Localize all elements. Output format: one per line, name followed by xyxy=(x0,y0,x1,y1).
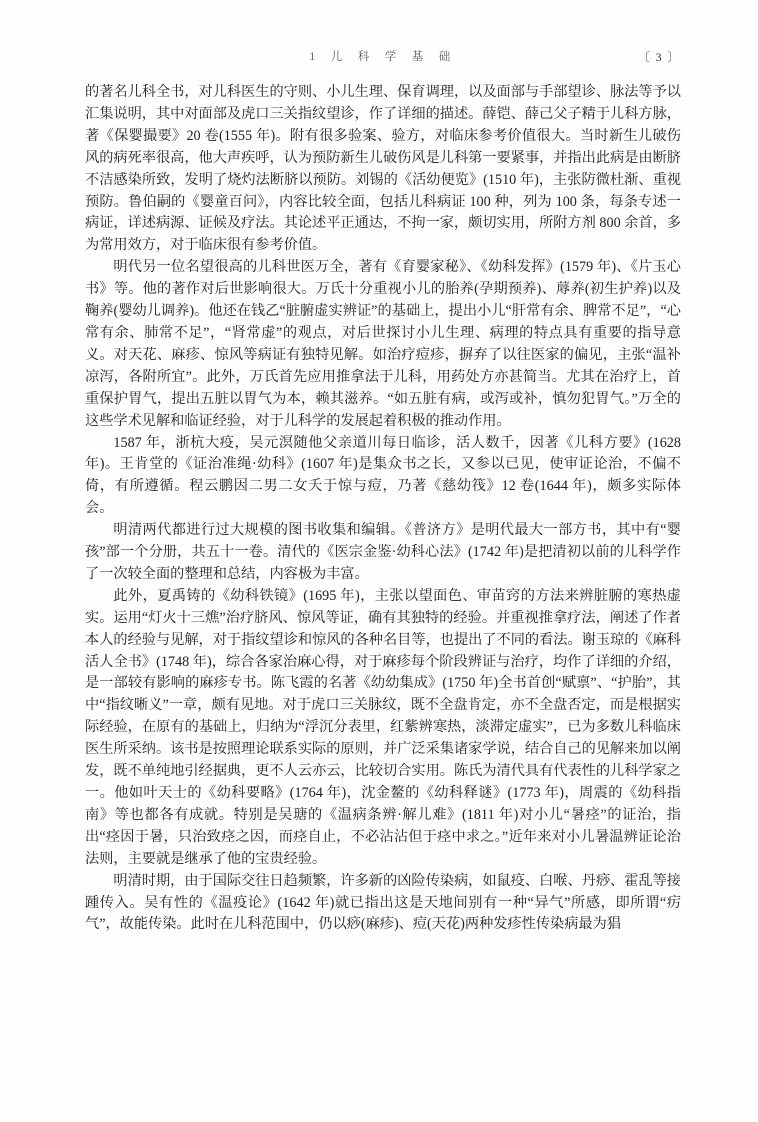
body-paragraph: 明代另一位名望很高的儿科世医万全，著有《育婴家秘》、《幼科发挥》(1579 年)、《片玉心书》等。他的著作对后世影响很大。万氏十分重视小儿的胎养(孕期预养)、蓐养(初生护养)以及鞠养(婴幼儿调养)。他还在钱乙“脏腑虚实辨证”的基础上，提出小儿“肝常有余、脾常不足”，“心常有余、肺常不足”，“肾常虚”的观点，对后世探讨小儿生理、病理的特点具有重要的指导意义。对天花、麻疹、惊风等病证有独特见解。如治疗痘疹，摒弃了以往医家的偏见，主张“温补凉泻，各附所宜”。此外，万氏首先应用推拿法于儿科，用药处方亦甚简当。尤其在治疗上，首重保护胃气，提出五脏以胃气为本，赖其滋养。“如五脏有病，或泻或补，慎勿犯胃气。”万全的这些学术见解和临证经验，对于儿科学的发展起着积极的推动作用。 xyxy=(85,259,681,429)
body-paragraph: 的著名儿科全书，对儿科医生的守则、小儿生理、保育调理，以及面部与手部望诊、脉法等予以汇集说明，其中对面部及虎口三关指纹望诊，作了详细的描述。薛铠、薛己父子精于儿科方脉，著《保婴撮要》20 卷(1555 年)。附有很多验案、验方，对临床参考价值很大。当时新生儿破伤风的病死率很高，他大声疾呼，认为预防新生儿破伤风是儿科第一要紧事，并指出此病是由断脐不洁感染所致，发明了烧灼法断脐以预防。刘锡的《活幼便览》(1510 年)，主张防微杜渐、重视预防。鲁伯嗣的《婴童百问》，内容比较全面，包括儿科病证 100 种，列为 100 条，每条专述一病证，详述病源、证候及疗法。其论述平正通达，不拘一家，颇切实用，所附方剂 800 余首，多为常用效方，对于临床很有参考价值。 xyxy=(85,84,681,254)
chapter-title: 1 儿 科 学 基 础 xyxy=(309,51,457,63)
running-header xyxy=(85,48,681,64)
body-paragraph: 明清时期，由于国际交往日趋频繁，许多新的凶险传染病，如鼠疫、白喉、丹痧、霍乱等接踵传入。吴有性的《温疫论》(1642 年)就已指出这是天地间别有一种“异气”所感，即所谓“疠气”，故能传染。此时在儿科范围中，仍以痧(麻疹)、痘(天花)两种发疹性传染病最为猖 xyxy=(85,872,681,933)
body-paragraph: 此外，夏禹铸的《幼科铁镜》(1695 年)，主张以望面色、审苗窍的方法来辨脏腑的寒热虚实。运用“灯火十三燋”治疗脐风、惊风等证，确有其独特的经验。并重视推拿疗法，阐述了作者本人的经验与见解，对于指纹望诊和惊风的各种名目等，也提出了不同的看法。谢玉琼的《麻科活人全书》(1748 年)，综合各家治麻心得，对于麻疹每个阶段辨证与治疗，均作了详细的介绍，是一部较有影响的麻疹专书。陈飞霞的名著《幼幼集成》(1750 年)全书首创“赋禀”、“护胎”，其中“指纹晰义”一章，颇有见地。对于虎口三关脉纹，既不全盘肯定，亦不全盘否定，而是根据实际经验，在原有的基础上，归纳为“浮沉分表里，红紫辨寒热，淡滞定虚实”，已为多数儿科临床医生所采纳。该书是按照理论联系实际的原则，并广泛采集诸家学说，结合自己的见解来加以阐发，既不单纯地引经据典，更不人云亦云，比较切合实用。陈氏为清代具有代表性的儿科学家之一。他如叶天士的《幼科要略》(1764 年)，沈金鳌的《幼科释谜》(1773 年)，周震的《幼科指南》等也都各有成就。特别是吴瑭的《温病条辨·解儿难》(1811 年)对小儿“暑痉”的证治，指出“痉因于暑，只治致痉之因，而痉自止，不必沾沾但于痉中求之。”近年来对小儿暑温辨证论治法则，主要就是继承了他的宝贵经验。 xyxy=(85,587,681,867)
body-paragraph: 1587 年，浙杭大疫，吴元溟随他父亲道川每日临诊，活人数千，因著《儿科方要》(1628 年)。王肯堂的《证治准绳·幼科》(1607 年)是集众书之长，又参以已见，使审证论治，不偏不倚，有所遵循。程云鹏因二男二女夭于惊与痘，乃著《慈幼筏》12 卷(1644 年)，颇多实际体会。 xyxy=(85,434,681,517)
body-text xyxy=(85,82,681,936)
page-number: 〔 3 〕 xyxy=(637,50,681,64)
body-paragraph: 明清两代都进行过大规模的图书收集和编辑。《普济方》是明代最大一部方书，其中有“婴孩”部一个分册，共五十一卷。清代的《医宗金鉴·幼科心法》(1742 年)是把清初以前的儿科学作了一次较全面的整理和总结，内容极为丰富。 xyxy=(85,522,681,582)
